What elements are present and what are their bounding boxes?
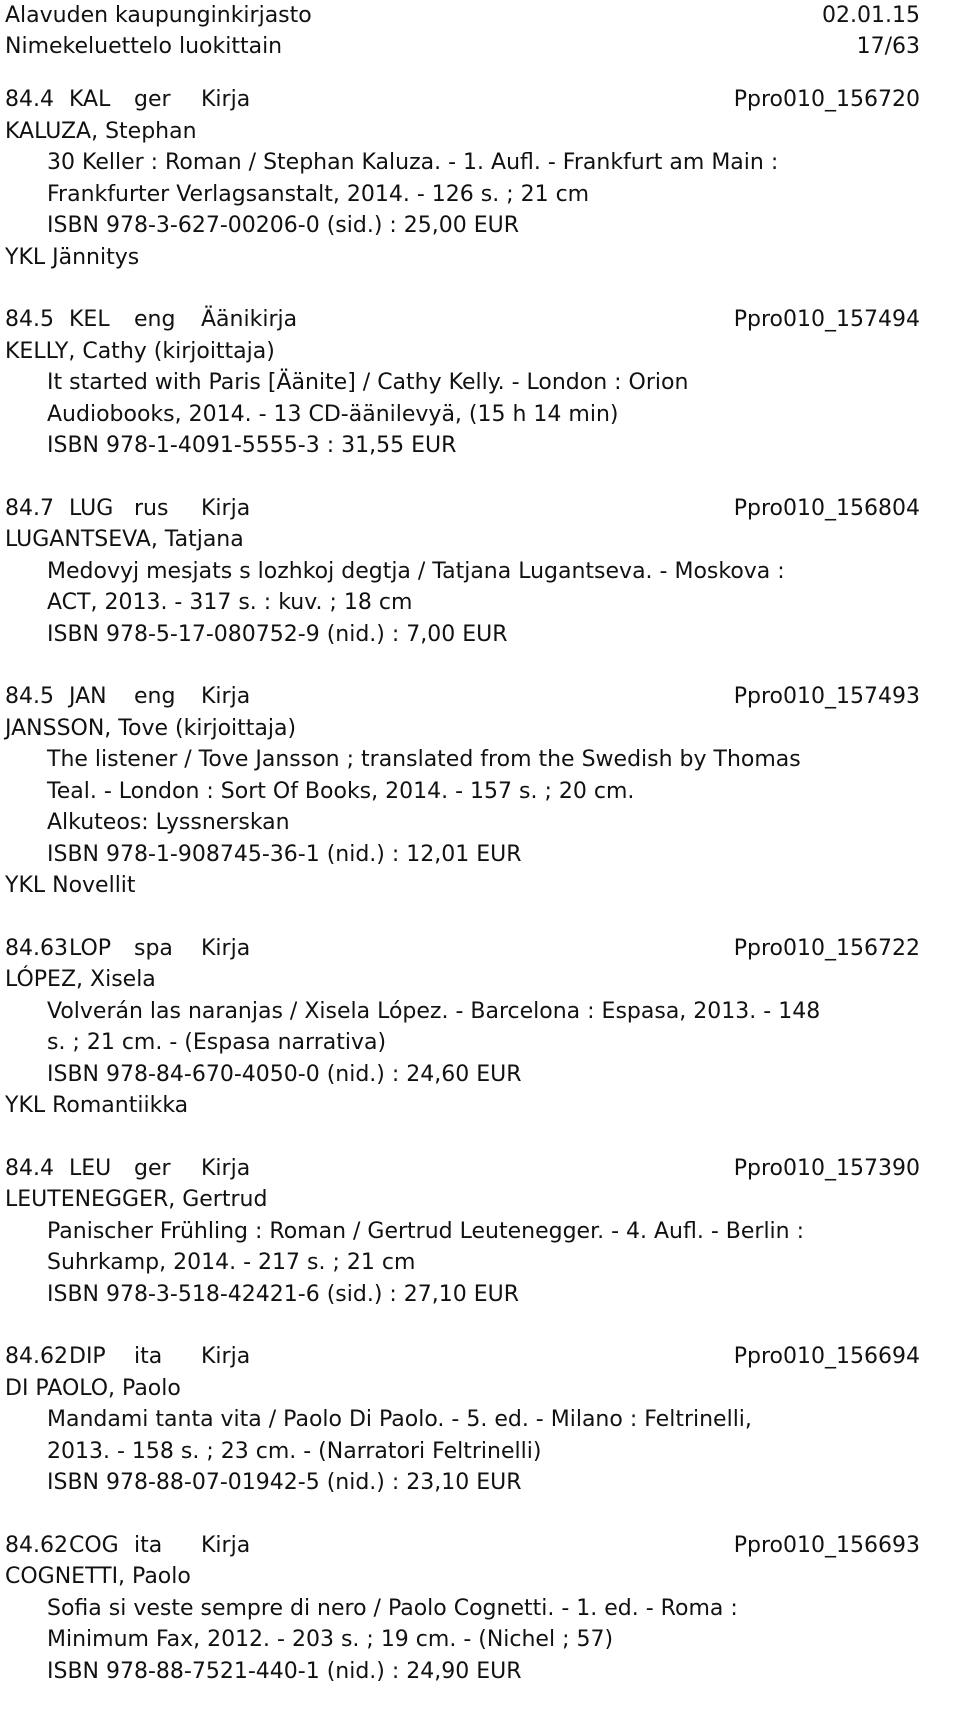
record-author: LÓPEZ, Xisela (5, 967, 156, 992)
record-detail-line: The listener / Tove Jansson ; translated from the Swedish by Thomas (47, 747, 801, 772)
record-language: ita (134, 1344, 163, 1369)
record-class: 84.5 (5, 684, 54, 709)
record-class: 84.62 (5, 1344, 68, 1369)
record-detail-line: ISBN 978-88-7521-440-1 (nid.) : 24,90 EUR (47, 1658, 522, 1684)
catalog-record (5, 681, 920, 902)
record-type: Kirja (201, 684, 251, 709)
record-detail-line: Frankfurter Verlagsanstalt, 2014. - 126 s. ; 21 cm (47, 181, 590, 207)
record-type: Kirja (201, 1344, 251, 1369)
record-classification-line (5, 1341, 920, 1373)
record-id: Ppro010_157390 (733, 1155, 920, 1181)
record-detail-line: s. ; 21 cm. - (Espasa narrativa) (47, 1030, 387, 1055)
record-class: 84.4 (5, 87, 54, 112)
record-type: Kirja (201, 1532, 251, 1558)
record-detail-line: Sofia si veste sempre di nero / Paolo Cognetti. - 1. ed. - Roma : (47, 1595, 738, 1621)
record-classification-line (5, 304, 920, 336)
record-author: KALUZA, Stephan (5, 118, 197, 144)
record-code: LOP (69, 935, 112, 961)
record-detail-line: ISBN 978-1-4091-5555-3 : 31,55 EUR (47, 433, 457, 458)
print-date: 02.01.15 (822, 3, 920, 28)
catalog-record (5, 933, 920, 1122)
record-detail-line: ISBN 978-88-07-01942-5 (nid.) : 23,10 EUR (47, 1470, 522, 1495)
record-detail-line: Medovyj mesjats s lozhkoj degtja / Tatjana Lugantseva. - Moskova : (47, 558, 785, 584)
record-classification-line (5, 933, 920, 965)
record-code: COG (69, 1532, 119, 1558)
record-author: DI PAOLO, Paolo (5, 1375, 181, 1401)
list-title: Nimekeluettelo luokittain (5, 34, 283, 59)
record-classification-line (5, 1153, 920, 1185)
record-code: KAL (69, 87, 111, 112)
record-detail-line: Panischer Frühling : Roman / Gertrud Leutenegger. - 4. Aufl. - Berlin : (47, 1218, 805, 1244)
record-class: 84.62 (5, 1532, 68, 1558)
record-language: ita (134, 1532, 163, 1558)
header-line-2 (5, 31, 920, 62)
record-id: Ppro010_156720 (733, 87, 920, 112)
record-author: KELLY, Cathy (kirjoittaja) (5, 338, 275, 364)
record-list (5, 84, 920, 1718)
record-detail-line: Mandami tanta vita / Paolo Di Paolo. - 5. ed. - Milano : Feltrinelli, (47, 1407, 752, 1432)
record-detail-line: ISBN 978-3-518-42421-6 (sid.) : 27,10 EUR (47, 1281, 520, 1307)
record-author: LEUTENEGGER, Gertrud (5, 1187, 268, 1212)
catalog-record (5, 304, 920, 462)
page-number: 17/63 (856, 34, 920, 59)
record-language: rus (134, 495, 169, 521)
record-language: eng (134, 684, 176, 709)
record-classification-line (5, 681, 920, 713)
record-detail-line: Minimum Fax, 2012. - 203 s. ; 19 cm. - (Nichel ; 57) (47, 1627, 614, 1652)
record-type: Äänikirja (201, 307, 298, 332)
record-detail-line: Volverán las naranjas / Xisela López. - Barcelona : Espasa, 2013. - 148 (47, 998, 821, 1024)
record-language: ger (134, 87, 171, 112)
record-subject: YKL Novellit (5, 873, 136, 898)
page-header (5, 0, 920, 62)
header-line-1 (5, 0, 920, 31)
record-class: 84.63 (5, 935, 68, 961)
library-name: Alavuden kaupunginkirjasto (5, 3, 312, 28)
record-subject: YKL Jännitys (5, 244, 140, 270)
record-author: JANSSON, Tove (kirjoittaja) (5, 715, 297, 741)
record-id: Ppro010_157493 (733, 684, 920, 709)
record-id: Ppro010_156694 (733, 1344, 920, 1369)
record-detail-line: It started with Paris [Äänite] / Cathy Kelly. - London : Orion (47, 370, 689, 395)
record-code: DIP (69, 1344, 106, 1369)
record-language: ger (134, 1155, 171, 1181)
catalog-record (5, 84, 920, 273)
catalog-record (5, 1153, 920, 1311)
record-id: Ppro010_156722 (733, 935, 920, 961)
record-detail-line: Audiobooks, 2014. - 13 CD-äänilevyä, (15 h 14 min) (47, 401, 619, 427)
record-classification-line (5, 84, 920, 116)
record-code: JAN (69, 684, 107, 709)
record-detail-line: ISBN 978-1-908745-36-1 (nid.) : 12,01 EUR (47, 841, 522, 867)
record-detail-line: Teal. - London : Sort Of Books, 2014. - 157 s. ; 20 cm. (47, 778, 635, 804)
record-id: Ppro010_157494 (733, 307, 920, 332)
record-type: Kirja (201, 1155, 251, 1181)
record-id: Ppro010_156693 (733, 1532, 920, 1558)
record-detail-line: Alkuteos: Lyssnerskan (47, 810, 290, 835)
record-author: COGNETTI, Paolo (5, 1564, 191, 1589)
record-class: 84.5 (5, 307, 54, 332)
record-detail-line: 2013. - 158 s. ; 23 cm. - (Narratori Feltrinelli) (47, 1438, 542, 1464)
record-detail-line: ISBN 978-5-17-080752-9 (nid.) : 7,00 EUR (47, 621, 508, 647)
record-class: 84.4 (5, 1155, 54, 1181)
record-code: LUG (69, 495, 114, 521)
record-code: LEU (69, 1155, 112, 1181)
record-class: 84.7 (5, 495, 54, 521)
record-type: Kirja (201, 87, 251, 112)
record-id: Ppro010_156804 (733, 495, 920, 521)
record-language: eng (134, 307, 176, 332)
catalog-record (5, 493, 920, 651)
record-detail-line: ACT, 2013. - 317 s. : kuv. ; 18 cm (47, 590, 413, 615)
record-classification-line (5, 493, 920, 525)
record-type: Kirja (201, 935, 251, 961)
record-type: Kirja (201, 495, 251, 521)
record-detail-line: Suhrkamp, 2014. - 217 s. ; 21 cm (47, 1250, 416, 1275)
record-detail-line: 30 Keller : Roman / Stephan Kaluza. - 1. Aufl. - Frankfurt am Main : (47, 150, 779, 175)
record-detail-line: ISBN 978-84-670-4050-0 (nid.) : 24,60 EUR (47, 1061, 522, 1087)
record-subject: YKL Romantiikka (5, 1093, 189, 1118)
record-code: KEL (69, 307, 110, 332)
record-classification-line (5, 1530, 920, 1562)
record-language: spa (134, 935, 173, 961)
record-detail-line: ISBN 978-3-627-00206-0 (sid.) : 25,00 EUR (47, 213, 520, 238)
catalog-record (5, 1341, 920, 1499)
record-author: LUGANTSEVA, Tatjana (5, 527, 244, 552)
catalog-record (5, 1530, 920, 1688)
